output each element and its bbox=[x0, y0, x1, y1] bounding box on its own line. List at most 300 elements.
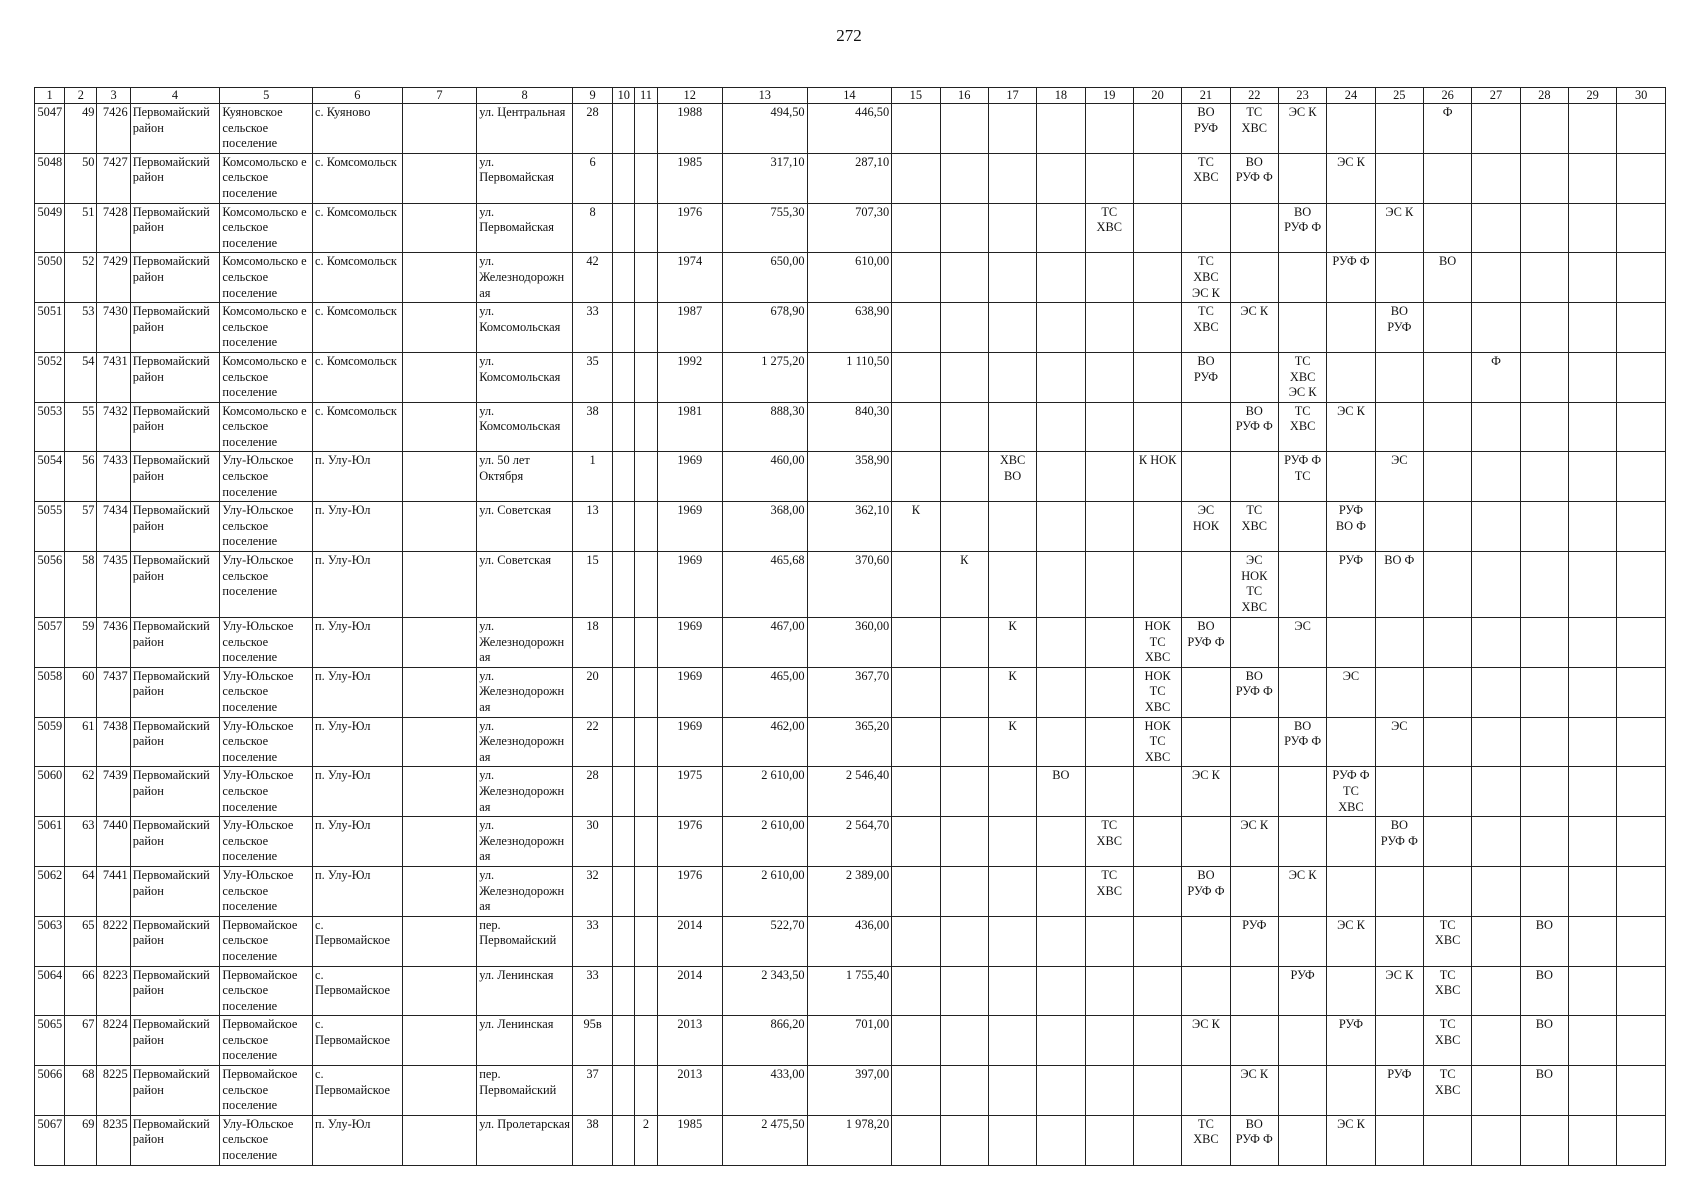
cell-c7 bbox=[402, 966, 477, 1016]
cell-c13: 460,00 bbox=[722, 452, 807, 502]
cell-c23 bbox=[1278, 552, 1326, 618]
cell-c20 bbox=[1133, 552, 1181, 618]
cell-c28 bbox=[1520, 767, 1568, 817]
cell-c1: 5064 bbox=[35, 966, 65, 1016]
cell-c14: 1 755,40 bbox=[807, 966, 892, 1016]
cell-c9: 28 bbox=[572, 104, 612, 154]
cell-c2: 65 bbox=[65, 916, 97, 966]
column-header: 2 bbox=[65, 88, 97, 104]
cell-c8: ул. Комсомольская bbox=[477, 303, 573, 353]
cell-c9: 33 bbox=[572, 916, 612, 966]
cell-c27 bbox=[1472, 452, 1520, 502]
cell-c6: п. Улу-Юл bbox=[313, 452, 403, 502]
cell-c20 bbox=[1133, 1115, 1181, 1165]
cell-c25 bbox=[1375, 767, 1423, 817]
cell-c13: 2 610,00 bbox=[722, 767, 807, 817]
cell-c26 bbox=[1423, 203, 1471, 253]
cell-c19 bbox=[1085, 717, 1133, 767]
cell-c21: ЭС К bbox=[1182, 767, 1230, 817]
cell-c28 bbox=[1520, 866, 1568, 916]
cell-c12: 1988 bbox=[657, 104, 722, 154]
cell-c8: ул. Железнодорожн ая bbox=[477, 667, 573, 717]
cell-c7 bbox=[402, 916, 477, 966]
cell-c20 bbox=[1133, 817, 1181, 867]
cell-c26: ТС ХВС bbox=[1423, 1016, 1471, 1066]
table-row bbox=[35, 618, 1666, 668]
cell-c12: 1975 bbox=[657, 767, 722, 817]
cell-c23: РУФ Ф ТС bbox=[1278, 452, 1326, 502]
cell-c20 bbox=[1133, 303, 1181, 353]
table-row bbox=[35, 1066, 1666, 1116]
cell-c11 bbox=[635, 402, 657, 452]
cell-c11 bbox=[635, 452, 657, 502]
cell-c22 bbox=[1230, 618, 1278, 668]
cell-c23: ЭС bbox=[1278, 618, 1326, 668]
cell-c6: п. Улу-Юл bbox=[313, 618, 403, 668]
cell-c23: ТС ХВС ЭС К bbox=[1278, 352, 1326, 402]
cell-c26: Ф bbox=[1423, 104, 1471, 154]
cell-c7 bbox=[402, 552, 477, 618]
cell-c9: 38 bbox=[572, 1115, 612, 1165]
column-header: 27 bbox=[1472, 88, 1520, 104]
cell-c25 bbox=[1375, 667, 1423, 717]
cell-c22: ТС ХВС bbox=[1230, 104, 1278, 154]
cell-c15 bbox=[892, 303, 940, 353]
cell-c27 bbox=[1472, 1016, 1520, 1066]
column-header: 3 bbox=[97, 88, 130, 104]
cell-c25: ЭС bbox=[1375, 717, 1423, 767]
cell-c11: 2 bbox=[635, 1115, 657, 1165]
cell-c5: Улу-Юльское сельское поселение bbox=[220, 866, 313, 916]
header-row bbox=[35, 88, 1666, 104]
cell-c18 bbox=[1037, 303, 1085, 353]
cell-c21 bbox=[1182, 916, 1230, 966]
cell-c30 bbox=[1617, 1016, 1666, 1066]
column-header: 19 bbox=[1085, 88, 1133, 104]
cell-c17: К bbox=[988, 618, 1036, 668]
cell-c25: ВО Ф bbox=[1375, 552, 1423, 618]
cell-c15 bbox=[892, 667, 940, 717]
cell-c2: 56 bbox=[65, 452, 97, 502]
cell-c3: 7432 bbox=[97, 402, 130, 452]
cell-c11 bbox=[635, 916, 657, 966]
cell-c18 bbox=[1037, 502, 1085, 552]
cell-c8: ул. Центральная bbox=[477, 104, 573, 154]
cell-c26 bbox=[1423, 552, 1471, 618]
cell-c24: ЭС К bbox=[1327, 153, 1375, 203]
column-header: 7 bbox=[402, 88, 477, 104]
cell-c27 bbox=[1472, 253, 1520, 303]
cell-c17 bbox=[988, 352, 1036, 402]
cell-c23 bbox=[1278, 1115, 1326, 1165]
cell-c30 bbox=[1617, 502, 1666, 552]
cell-c15 bbox=[892, 618, 940, 668]
cell-c7 bbox=[402, 303, 477, 353]
cell-c28 bbox=[1520, 817, 1568, 867]
column-header: 9 bbox=[572, 88, 612, 104]
cell-c14: 1 978,20 bbox=[807, 1115, 892, 1165]
cell-c27 bbox=[1472, 153, 1520, 203]
cell-c29 bbox=[1569, 767, 1617, 817]
cell-c24: ЭС bbox=[1327, 667, 1375, 717]
cell-c25: ВО РУФ Ф bbox=[1375, 817, 1423, 867]
cell-c27 bbox=[1472, 1066, 1520, 1116]
cell-c29 bbox=[1569, 966, 1617, 1016]
cell-c1: 5054 bbox=[35, 452, 65, 502]
cell-c13: 2 610,00 bbox=[722, 866, 807, 916]
cell-c3: 7436 bbox=[97, 618, 130, 668]
table-row bbox=[35, 717, 1666, 767]
cell-c15 bbox=[892, 1066, 940, 1116]
cell-c13: 433,00 bbox=[722, 1066, 807, 1116]
cell-c23: РУФ bbox=[1278, 966, 1326, 1016]
column-header: 15 bbox=[892, 88, 940, 104]
cell-c25 bbox=[1375, 916, 1423, 966]
cell-c7 bbox=[402, 1066, 477, 1116]
cell-c28: ВО bbox=[1520, 1016, 1568, 1066]
cell-c4: Первомайский район bbox=[130, 1066, 220, 1116]
cell-c20 bbox=[1133, 502, 1181, 552]
cell-c7 bbox=[402, 817, 477, 867]
cell-c1: 5058 bbox=[35, 667, 65, 717]
cell-c30 bbox=[1617, 552, 1666, 618]
cell-c15 bbox=[892, 817, 940, 867]
cell-c13: 465,68 bbox=[722, 552, 807, 618]
cell-c12: 2014 bbox=[657, 916, 722, 966]
cell-c5: Первомайское сельское поселение bbox=[220, 1066, 313, 1116]
cell-c8: ул. Железнодорожн ая bbox=[477, 817, 573, 867]
cell-c16 bbox=[940, 203, 988, 253]
register-table bbox=[34, 87, 1666, 1166]
cell-c10 bbox=[613, 667, 635, 717]
column-header: 14 bbox=[807, 88, 892, 104]
cell-c20: НОК ТС ХВС bbox=[1133, 618, 1181, 668]
cell-c10 bbox=[613, 717, 635, 767]
cell-c22 bbox=[1230, 866, 1278, 916]
cell-c7 bbox=[402, 253, 477, 303]
cell-c26 bbox=[1423, 817, 1471, 867]
cell-c20 bbox=[1133, 966, 1181, 1016]
cell-c2: 50 bbox=[65, 153, 97, 203]
cell-c6: п. Улу-Юл bbox=[313, 866, 403, 916]
cell-c9: 6 bbox=[572, 153, 612, 203]
cell-c18 bbox=[1037, 104, 1085, 154]
cell-c26: ТС ХВС bbox=[1423, 966, 1471, 1016]
cell-c9: 22 bbox=[572, 717, 612, 767]
cell-c29 bbox=[1569, 618, 1617, 668]
cell-c3: 7427 bbox=[97, 153, 130, 203]
cell-c19 bbox=[1085, 352, 1133, 402]
cell-c13: 888,30 bbox=[722, 402, 807, 452]
cell-c14: 360,00 bbox=[807, 618, 892, 668]
cell-c29 bbox=[1569, 452, 1617, 502]
cell-c25: РУФ bbox=[1375, 1066, 1423, 1116]
cell-c28 bbox=[1520, 717, 1568, 767]
cell-c25 bbox=[1375, 104, 1423, 154]
column-header: 4 bbox=[130, 88, 220, 104]
cell-c6: с. Куяново bbox=[313, 104, 403, 154]
cell-c21: ВО РУФ bbox=[1182, 104, 1230, 154]
table-row bbox=[35, 203, 1666, 253]
cell-c15 bbox=[892, 153, 940, 203]
cell-c16: К bbox=[940, 552, 988, 618]
cell-c15 bbox=[892, 352, 940, 402]
cell-c18 bbox=[1037, 618, 1085, 668]
cell-c30 bbox=[1617, 352, 1666, 402]
cell-c27 bbox=[1472, 966, 1520, 1016]
cell-c8: ул. Советская bbox=[477, 552, 573, 618]
cell-c17 bbox=[988, 1016, 1036, 1066]
cell-c30 bbox=[1617, 916, 1666, 966]
table-row bbox=[35, 104, 1666, 154]
cell-c12: 2013 bbox=[657, 1016, 722, 1066]
cell-c22: ЭС К bbox=[1230, 303, 1278, 353]
cell-c29 bbox=[1569, 402, 1617, 452]
cell-c29 bbox=[1569, 303, 1617, 353]
cell-c8: ул. Железнодорожн ая bbox=[477, 866, 573, 916]
cell-c17: К bbox=[988, 667, 1036, 717]
cell-c6: п. Улу-Юл bbox=[313, 552, 403, 618]
cell-c22: ТС ХВС bbox=[1230, 502, 1278, 552]
cell-c20: НОК ТС ХВС bbox=[1133, 667, 1181, 717]
cell-c28 bbox=[1520, 552, 1568, 618]
cell-c7 bbox=[402, 203, 477, 253]
cell-c27 bbox=[1472, 618, 1520, 668]
cell-c10 bbox=[613, 402, 635, 452]
cell-c4: Первомайский район bbox=[130, 502, 220, 552]
cell-c18 bbox=[1037, 402, 1085, 452]
cell-c24: РУФ bbox=[1327, 1016, 1375, 1066]
cell-c20 bbox=[1133, 203, 1181, 253]
cell-c21: ВО РУФ Ф bbox=[1182, 866, 1230, 916]
cell-c18 bbox=[1037, 552, 1085, 618]
cell-c30 bbox=[1617, 717, 1666, 767]
cell-c9: 37 bbox=[572, 1066, 612, 1116]
cell-c20 bbox=[1133, 1016, 1181, 1066]
cell-c2: 61 bbox=[65, 717, 97, 767]
cell-c16 bbox=[940, 502, 988, 552]
cell-c6: п. Улу-Юл bbox=[313, 1115, 403, 1165]
cell-c23: ЭС К bbox=[1278, 104, 1326, 154]
cell-c14: 2 389,00 bbox=[807, 866, 892, 916]
cell-c10 bbox=[613, 916, 635, 966]
cell-c15: К bbox=[892, 502, 940, 552]
cell-c8: ул. Советская bbox=[477, 502, 573, 552]
cell-c2: 63 bbox=[65, 817, 97, 867]
page-number: 272 bbox=[836, 26, 862, 45]
cell-c4: Первомайский район bbox=[130, 552, 220, 618]
cell-c12: 1974 bbox=[657, 253, 722, 303]
cell-c11 bbox=[635, 153, 657, 203]
cell-c5: Первомайское сельское поселение bbox=[220, 966, 313, 1016]
cell-c1: 5051 bbox=[35, 303, 65, 353]
cell-c17 bbox=[988, 1115, 1036, 1165]
cell-c18 bbox=[1037, 452, 1085, 502]
cell-c2: 57 bbox=[65, 502, 97, 552]
cell-c11 bbox=[635, 253, 657, 303]
table-row bbox=[35, 667, 1666, 717]
cell-c26 bbox=[1423, 153, 1471, 203]
cell-c24 bbox=[1327, 966, 1375, 1016]
cell-c4: Первомайский район bbox=[130, 1115, 220, 1165]
cell-c1: 5060 bbox=[35, 767, 65, 817]
cell-c3: 7430 bbox=[97, 303, 130, 353]
cell-c15 bbox=[892, 253, 940, 303]
cell-c6: с. Комсомольск bbox=[313, 203, 403, 253]
cell-c17: К bbox=[988, 717, 1036, 767]
cell-c9: 15 bbox=[572, 552, 612, 618]
cell-c2: 52 bbox=[65, 253, 97, 303]
cell-c28 bbox=[1520, 452, 1568, 502]
cell-c5: Комсомольско е сельское поселение bbox=[220, 203, 313, 253]
cell-c10 bbox=[613, 502, 635, 552]
cell-c1: 5065 bbox=[35, 1016, 65, 1066]
cell-c3: 8223 bbox=[97, 966, 130, 1016]
cell-c11 bbox=[635, 667, 657, 717]
cell-c9: 32 bbox=[572, 866, 612, 916]
cell-c5: Комсомольско е сельское поселение bbox=[220, 402, 313, 452]
table-row bbox=[35, 966, 1666, 1016]
table-row bbox=[35, 153, 1666, 203]
cell-c16 bbox=[940, 717, 988, 767]
table-row bbox=[35, 866, 1666, 916]
column-header: 17 bbox=[988, 88, 1036, 104]
cell-c26: ТС ХВС bbox=[1423, 916, 1471, 966]
cell-c10 bbox=[613, 1115, 635, 1165]
cell-c3: 7426 bbox=[97, 104, 130, 154]
cell-c8: ул. Первомайская bbox=[477, 153, 573, 203]
cell-c4: Первомайский район bbox=[130, 717, 220, 767]
cell-c19 bbox=[1085, 1115, 1133, 1165]
cell-c6: с. Первомайское bbox=[313, 1016, 403, 1066]
cell-c7 bbox=[402, 352, 477, 402]
cell-c1: 5053 bbox=[35, 402, 65, 452]
cell-c25: ЭС bbox=[1375, 452, 1423, 502]
cell-c18 bbox=[1037, 817, 1085, 867]
cell-c16 bbox=[940, 667, 988, 717]
cell-c12: 1992 bbox=[657, 352, 722, 402]
cell-c16 bbox=[940, 916, 988, 966]
cell-c14: 397,00 bbox=[807, 1066, 892, 1116]
cell-c8: ул. Железнодорожн ая bbox=[477, 253, 573, 303]
cell-c7 bbox=[402, 717, 477, 767]
column-header: 16 bbox=[940, 88, 988, 104]
cell-c20 bbox=[1133, 1066, 1181, 1116]
cell-c12: 1969 bbox=[657, 452, 722, 502]
cell-c21 bbox=[1182, 717, 1230, 767]
cell-c27 bbox=[1472, 502, 1520, 552]
cell-c12: 1987 bbox=[657, 303, 722, 353]
cell-c26 bbox=[1423, 667, 1471, 717]
cell-c5: Комсомольско е сельское поселение bbox=[220, 153, 313, 203]
cell-c18 bbox=[1037, 203, 1085, 253]
cell-c9: 28 bbox=[572, 767, 612, 817]
cell-c18 bbox=[1037, 1115, 1085, 1165]
column-header: 11 bbox=[635, 88, 657, 104]
cell-c24: РУФ bbox=[1327, 552, 1375, 618]
cell-c21: ТС ХВС bbox=[1182, 153, 1230, 203]
cell-c6: с. Комсомольск bbox=[313, 402, 403, 452]
cell-c7 bbox=[402, 502, 477, 552]
cell-c4: Первомайский район bbox=[130, 153, 220, 203]
cell-c8: пер. Первомайский bbox=[477, 1066, 573, 1116]
cell-c28 bbox=[1520, 203, 1568, 253]
cell-c21: ВО РУФ bbox=[1182, 352, 1230, 402]
cell-c7 bbox=[402, 452, 477, 502]
cell-c16 bbox=[940, 866, 988, 916]
cell-c3: 7440 bbox=[97, 817, 130, 867]
cell-c15 bbox=[892, 866, 940, 916]
cell-c3: 7435 bbox=[97, 552, 130, 618]
cell-c20 bbox=[1133, 253, 1181, 303]
cell-c13: 2 610,00 bbox=[722, 817, 807, 867]
cell-c17 bbox=[988, 502, 1036, 552]
cell-c14: 365,20 bbox=[807, 717, 892, 767]
cell-c9: 8 bbox=[572, 203, 612, 253]
cell-c18 bbox=[1037, 153, 1085, 203]
cell-c28 bbox=[1520, 667, 1568, 717]
cell-c28: ВО bbox=[1520, 966, 1568, 1016]
cell-c10 bbox=[613, 1016, 635, 1066]
cell-c8: ул. Ленинская bbox=[477, 966, 573, 1016]
column-header: 29 bbox=[1569, 88, 1617, 104]
cell-c25 bbox=[1375, 502, 1423, 552]
cell-c17 bbox=[988, 767, 1036, 817]
cell-c20 bbox=[1133, 153, 1181, 203]
cell-c19 bbox=[1085, 303, 1133, 353]
cell-c2: 60 bbox=[65, 667, 97, 717]
cell-c21: ЭС НОК bbox=[1182, 502, 1230, 552]
cell-c16 bbox=[940, 618, 988, 668]
cell-c3: 7428 bbox=[97, 203, 130, 253]
cell-c11 bbox=[635, 767, 657, 817]
cell-c19: ТС ХВС bbox=[1085, 817, 1133, 867]
cell-c16 bbox=[940, 767, 988, 817]
cell-c2: 67 bbox=[65, 1016, 97, 1066]
cell-c29 bbox=[1569, 1016, 1617, 1066]
cell-c13: 2 475,50 bbox=[722, 1115, 807, 1165]
cell-c27 bbox=[1472, 717, 1520, 767]
cell-c10 bbox=[613, 253, 635, 303]
cell-c9: 33 bbox=[572, 966, 612, 1016]
cell-c12: 1969 bbox=[657, 552, 722, 618]
cell-c3: 8235 bbox=[97, 1115, 130, 1165]
cell-c11 bbox=[635, 203, 657, 253]
cell-c5: Улу-Юльское сельское поселение bbox=[220, 717, 313, 767]
cell-c19 bbox=[1085, 253, 1133, 303]
cell-c29 bbox=[1569, 352, 1617, 402]
cell-c3: 7433 bbox=[97, 452, 130, 502]
cell-c11 bbox=[635, 618, 657, 668]
cell-c29 bbox=[1569, 866, 1617, 916]
cell-c29 bbox=[1569, 552, 1617, 618]
cell-c28 bbox=[1520, 253, 1568, 303]
cell-c15 bbox=[892, 203, 940, 253]
cell-c4: Первомайский район bbox=[130, 966, 220, 1016]
column-header: 18 bbox=[1037, 88, 1085, 104]
cell-c19 bbox=[1085, 1066, 1133, 1116]
cell-c22: ЭС К bbox=[1230, 1066, 1278, 1116]
cell-c21: ТС ХВС bbox=[1182, 1115, 1230, 1165]
cell-c6: п. Улу-Юл bbox=[313, 667, 403, 717]
cell-c3: 8222 bbox=[97, 916, 130, 966]
cell-c22: ВО РУФ Ф bbox=[1230, 402, 1278, 452]
cell-c9: 38 bbox=[572, 402, 612, 452]
cell-c13: 467,00 bbox=[722, 618, 807, 668]
cell-c5: Улу-Юльское сельское поселение bbox=[220, 817, 313, 867]
cell-c23: ЭС К bbox=[1278, 866, 1326, 916]
column-header: 8 bbox=[477, 88, 573, 104]
